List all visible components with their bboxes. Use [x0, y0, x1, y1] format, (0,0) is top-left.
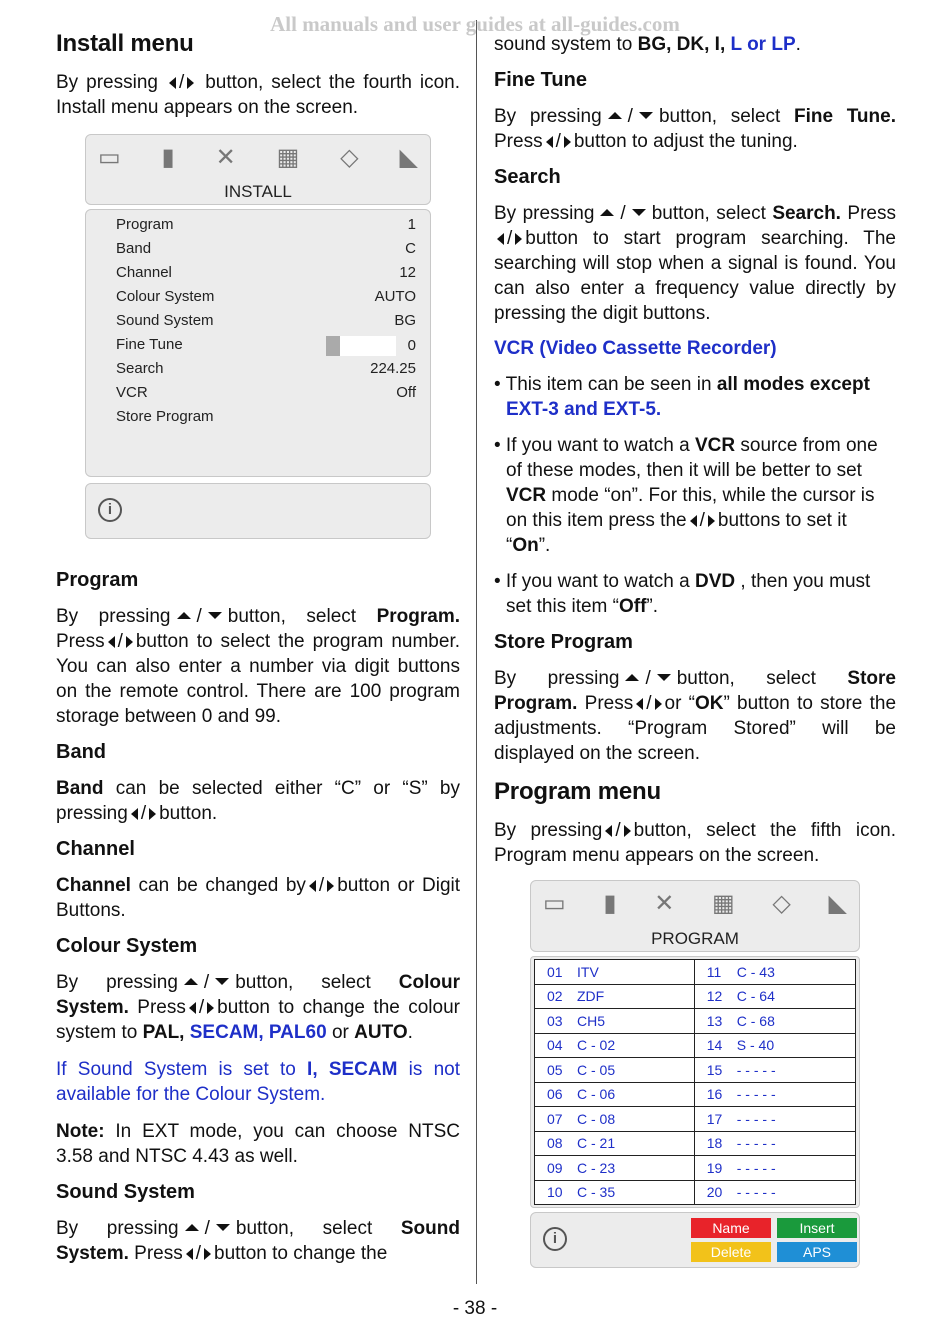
program-number: 20	[706, 1184, 723, 1201]
program-cell	[535, 1058, 695, 1083]
program-table	[530, 956, 860, 1208]
search-heading: Search	[494, 166, 561, 188]
page-number: - 38 -	[452, 1298, 498, 1319]
program-name: CH5	[577, 1012, 606, 1029]
menu-row-sound-system: Sound System BG	[116, 312, 416, 329]
name-button[interactable]: Name	[691, 1218, 771, 1238]
right-arrow-icon	[708, 515, 715, 527]
install-menu-heading: Install menu	[56, 30, 194, 57]
vcr-bullet-1: • This item can be seen in all modes except EXT-3 and EXT-5.	[494, 374, 870, 420]
speaker-icon: ▮	[161, 144, 175, 171]
watermark: All manuals and user guides at all-guides.com	[270, 12, 680, 36]
left-column	[56, 30, 460, 1278]
up-arrow-icon	[608, 112, 622, 119]
program-number: 19	[706, 1159, 723, 1176]
program-name: C - 43	[736, 963, 775, 980]
band-text: Band can be selected either “C” or “S” by pressing / button.	[56, 778, 461, 824]
program-menu-title: PROGRAM	[651, 929, 739, 948]
left-arrow-icon	[131, 808, 138, 820]
right-arrow-icon	[204, 1248, 211, 1260]
program-number: 11	[706, 963, 722, 980]
program-text: By pressing / button, select Program. Press / button to select the program number. You can also enter a number via digit buttons on the remote control. There are 100 program storage between 0 and 99.	[56, 606, 460, 727]
store-program-text: By pressing / button, select Store Program. Press / or “OK” button to store the adjustments. “Program Stored” will be displayed on the screen.	[494, 668, 897, 764]
program-name: - - - - -	[736, 1110, 776, 1127]
vcr-bullet-2: • If you want to watch a VCR source from one of these modes, then it will be better to set VCR mode “on”. For this, while the cursor is on this item press the / buttons to set it “On”.	[494, 435, 878, 556]
table-row[interactable]	[535, 1009, 856, 1034]
left-arrow-icon	[189, 1002, 196, 1014]
right-arrow-icon	[655, 698, 662, 710]
menu-row-program: Program 1	[116, 216, 416, 233]
store-program-heading: Store Program	[494, 631, 633, 653]
program-cell	[535, 1156, 695, 1181]
program-cell	[535, 1180, 695, 1205]
table-row[interactable]	[535, 1107, 856, 1132]
program-cell	[694, 1058, 855, 1083]
install-icon: ▦	[276, 144, 300, 171]
menu-row-colour-system: Colour System AUTO	[116, 288, 416, 305]
program-cell	[535, 1082, 695, 1107]
down-arrow-icon	[632, 209, 646, 216]
up-arrow-icon	[177, 612, 191, 619]
program-cell	[535, 1131, 695, 1156]
left-arrow-icon	[636, 698, 643, 710]
info-icon: i	[543, 1227, 567, 1251]
right-arrow-icon	[327, 880, 334, 892]
table-row[interactable]	[535, 1082, 856, 1107]
up-arrow-icon	[185, 1224, 199, 1231]
table-row[interactable]	[535, 984, 856, 1009]
program-cell	[694, 1180, 855, 1205]
aps-button[interactable]: APS	[777, 1242, 857, 1262]
table-row[interactable]	[535, 1058, 856, 1083]
up-arrow-icon	[184, 978, 198, 985]
band-heading: Band	[56, 741, 106, 763]
program-cell	[694, 960, 855, 985]
down-arrow-icon	[639, 112, 653, 119]
program-name: C - 21	[577, 1135, 616, 1152]
install-intro: By pressing / button, select the fourth icon. Install menu appears on the screen.	[56, 72, 460, 118]
program-menu-text: By pressing / button, select the fifth icon. Program menu appears on the screen.	[494, 820, 896, 866]
program-cell	[694, 1131, 855, 1156]
program-menu-heading: Program menu	[494, 778, 661, 805]
program-menu-footer	[530, 1212, 860, 1268]
install-menu-list	[85, 209, 431, 477]
search-text: By pressing / button, select Search. Press/ button to start program searching. The searching will stop when a signal is found. You can also enter a frequency value directly by pressing the digit buttons.	[494, 203, 896, 324]
menu-row-band: Band C	[116, 240, 416, 257]
satellite-icon: ✕	[654, 890, 675, 917]
insert-button[interactable]: Insert	[777, 1218, 857, 1238]
colour-system-text: By pressing / button, select Colour System. Press / button to change the colour system to PAL, SECAM, PAL60 or AUTO.	[56, 972, 460, 1043]
program-icon: ◇	[772, 890, 791, 917]
right-arrow-icon	[207, 1002, 214, 1014]
program-name: C - 23	[577, 1159, 616, 1176]
table-row[interactable]	[535, 1156, 856, 1181]
vcr-heading: VCR (Video Cassette Recorder)	[494, 338, 777, 359]
right-arrow-icon	[564, 136, 571, 148]
program-number: 05	[547, 1061, 563, 1078]
program-name: C - 06	[577, 1086, 616, 1103]
right-arrow-icon	[126, 636, 133, 648]
up-arrow-icon	[625, 674, 639, 681]
program-number: 16	[706, 1086, 723, 1103]
program-number: 01	[547, 963, 563, 980]
down-arrow-icon	[216, 1224, 230, 1231]
down-arrow-icon	[657, 674, 671, 681]
program-name: - - - - -	[736, 1159, 776, 1176]
table-row[interactable]	[535, 1180, 856, 1205]
program-number: 06	[547, 1086, 563, 1103]
right-arrow-icon	[515, 233, 522, 245]
right-arrow-icon	[624, 825, 631, 837]
vcr-bullets	[494, 372, 896, 619]
program-heading: Program	[56, 569, 139, 591]
menu-row-vcr: VCR Off	[116, 384, 416, 401]
program-cell	[694, 1107, 855, 1132]
left-arrow-icon	[169, 77, 176, 89]
program-cell	[694, 984, 855, 1009]
info-icon: i	[98, 498, 122, 522]
program-number: 02	[547, 988, 563, 1005]
program-cell	[535, 1009, 695, 1034]
program-cell	[694, 1082, 855, 1107]
program-number: 09	[547, 1159, 563, 1176]
install-icon: ▦	[712, 890, 735, 917]
program-name: - - - - -	[736, 1184, 776, 1201]
speaker-icon: ▮	[603, 890, 617, 917]
colour-system-blue-note: If Sound System is set to I, SECAM is not available for the Colour System.	[56, 1059, 461, 1105]
settings-icon: ◣	[828, 890, 847, 917]
right-arrow-icon	[149, 808, 156, 820]
settings-icon: ◣	[399, 144, 418, 171]
program-number: 13	[706, 1012, 723, 1029]
down-arrow-icon	[215, 978, 229, 985]
program-cell	[535, 1033, 695, 1058]
delete-button[interactable]: Delete	[691, 1242, 771, 1262]
program-number: 15	[706, 1061, 723, 1078]
satellite-icon: ✕	[215, 144, 236, 171]
sound-system-text: By pressing / button, select Sound System. Press / button to change the	[56, 1218, 460, 1264]
menu-row-channel: Channel 12	[116, 264, 416, 281]
down-arrow-icon	[208, 612, 222, 619]
program-cell	[535, 984, 695, 1009]
right-column	[494, 32, 896, 1268]
program-number: 18	[706, 1135, 723, 1152]
left-arrow-icon	[186, 1248, 193, 1260]
column-divider	[476, 20, 477, 1284]
fine-tune-heading: Fine Tune	[494, 69, 587, 91]
left-arrow-icon	[605, 825, 612, 837]
table-row[interactable]	[535, 1131, 856, 1156]
table-row[interactable]	[535, 1033, 856, 1058]
left-arrow-icon	[497, 233, 504, 245]
up-arrow-icon	[600, 209, 614, 216]
install-menu-header	[85, 134, 431, 205]
table-row[interactable]	[535, 960, 856, 985]
left-arrow-icon	[690, 515, 697, 527]
menu-row-fine-tune: Fine Tune 0	[116, 336, 416, 360]
program-number: 03	[547, 1012, 563, 1029]
program-number: 08	[547, 1135, 563, 1152]
left-arrow-icon	[108, 636, 115, 648]
program-name: S - 40	[736, 1037, 775, 1054]
program-name: - - - - -	[736, 1061, 776, 1078]
colour-system-heading: Colour System	[56, 935, 198, 957]
program-cell	[694, 1033, 855, 1058]
program-name: - - - - -	[736, 1135, 776, 1152]
program-number: 17	[706, 1110, 723, 1127]
program-number: 12	[706, 988, 723, 1005]
install-menu-info-bar	[85, 483, 431, 539]
channel-heading: Channel	[56, 838, 135, 860]
install-menu-title: INSTALL	[224, 182, 292, 201]
vcr-bullet-3: • If you want to watch a DVD , then you must set this item “Off”.	[494, 571, 871, 617]
program-name: C - 68	[736, 1012, 775, 1029]
left-arrow-icon	[546, 136, 553, 148]
tv-picture-icon: ▭	[543, 890, 566, 917]
sound-system-heading: Sound System	[56, 1181, 195, 1203]
right-arrow-icon	[187, 77, 194, 89]
sound-system-continued: sound system to BG, DK, I, L or LP.	[494, 34, 801, 55]
program-name: C - 08	[577, 1110, 616, 1127]
left-arrow-icon	[309, 880, 316, 892]
program-name: ITV	[577, 963, 599, 980]
program-number: 10	[547, 1184, 563, 1201]
program-name: - - - - -	[736, 1086, 776, 1103]
program-name: C - 64	[736, 988, 775, 1005]
program-cell	[694, 1156, 855, 1181]
program-icon: ◇	[340, 144, 359, 171]
channel-text: Channel can be changed by / button or Digit Buttons.	[56, 875, 461, 921]
menu-row-store-program: Store Program	[116, 408, 214, 425]
fine-tune-text: By pressing / button, select Fine Tune. Press / button to adjust the tuning.	[494, 106, 896, 152]
fine-tune-bar	[326, 336, 396, 356]
program-cell	[535, 960, 695, 985]
program-name: C - 05	[577, 1061, 616, 1078]
menu-row-search: Search 224.25	[116, 360, 416, 377]
program-name: C - 02	[577, 1037, 616, 1054]
program-menu-graphic	[530, 880, 860, 1268]
colour-system-note: Note: In EXT mode, you can choose NTSC 3.58 and NTSC 4.43 as well.	[56, 1121, 460, 1167]
program-name: C - 35	[577, 1184, 616, 1201]
program-menu-header	[530, 880, 860, 952]
program-number: 04	[547, 1037, 563, 1054]
tv-picture-icon: ▭	[98, 144, 121, 171]
program-number: 14	[706, 1037, 723, 1054]
program-cell	[535, 1107, 695, 1132]
program-number: 07	[547, 1110, 563, 1127]
program-cell	[694, 1009, 855, 1034]
program-name: ZDF	[577, 988, 605, 1005]
